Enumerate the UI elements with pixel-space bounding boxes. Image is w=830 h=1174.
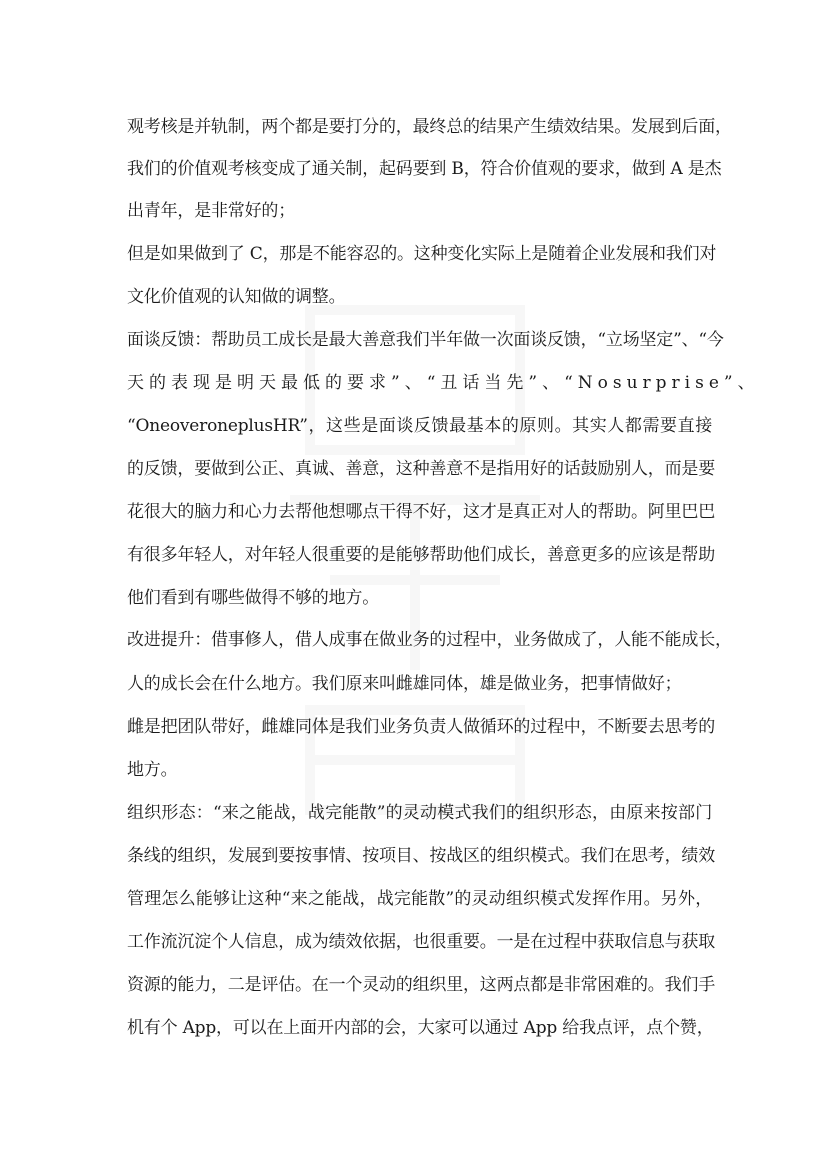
body-line: 出青年，是非常好的；: [127, 201, 295, 221]
body-line: 条线的组织，发展到要按事情、按项目、按战区的组织模式。我们在思考，绩效: [127, 846, 715, 866]
body-line: 他们看到有哪些做得不够的地方。: [127, 588, 379, 608]
body-line: 面谈反馈：帮助员工成长是最大善意我们半年做一次面谈反馈，“立场坚定”、“今: [127, 330, 724, 350]
body-line: 改进提升：借事修人，借人成事在做业务的过程中，业务做成了，人能不能成长，: [127, 630, 732, 650]
body-line: 我们的价值观考核变成了通关制，起码要到 B，符合价值观的要求，做到 A 是杰: [127, 159, 722, 179]
body-line: 天的表现是明天最低的要求”、“丑话当先”、“Nosurprise”、: [127, 373, 760, 393]
body-line: 的反馈，要做到公正、真诚、善意，这种善意不是指用好的话鼓励别人，而是要: [127, 459, 715, 479]
body-line: 地方。: [127, 760, 178, 780]
body-line: 有很多年轻人，对年轻人很重要的是能够帮助他们成长，善意更多的应该是帮助: [127, 545, 715, 565]
body-line: “OneoveroneplusHR”，这些是面谈反馈最基本的原则。其实人都需要直接: [127, 416, 712, 436]
body-line: 文化价值观的认知做的调整。: [127, 287, 346, 307]
body-line: 资源的能力，二是评估。在一个灵动的组织里，这两点都是非常困难的。我们手: [127, 975, 715, 995]
body-line: 工作流沉淀个人信息，成为绩效依据，也很重要。一是在过程中获取信息与获取: [127, 932, 715, 952]
body-line: 人的成长会在什么地方。我们原来叫雌雄同体，雄是做业务，把事情做好；: [127, 674, 682, 694]
body-line: 管理怎么能够让这种“来之能战，战完能散”的灵动组织模式发挥作用。另外，: [127, 889, 712, 909]
body-line: 组织形态：“来之能战，战完能散”的灵动模式我们的组织形态，由原来按部门: [127, 803, 712, 823]
body-line: 雌是把团队带好，雌雄同体是我们业务负责人做循环的过程中，不断要去思考的: [127, 717, 715, 737]
body-line: 观考核是并轨制，两个都是要打分的，最终总的结果产生绩效结果。发展到后面，: [127, 117, 732, 137]
body-line: 花很大的脑力和心力去帮他想哪点干得不好，这才是真正对人的帮助。阿里巴巴: [127, 502, 715, 522]
body-line: 机有个 App，可以在上面开内部的会，大家可以通过 App 给我点评，点个赞，: [127, 1018, 714, 1038]
body-line: 但是如果做到了 C，那是不能容忍的。这种变化实际上是随着企业发展和我们对: [127, 244, 717, 264]
